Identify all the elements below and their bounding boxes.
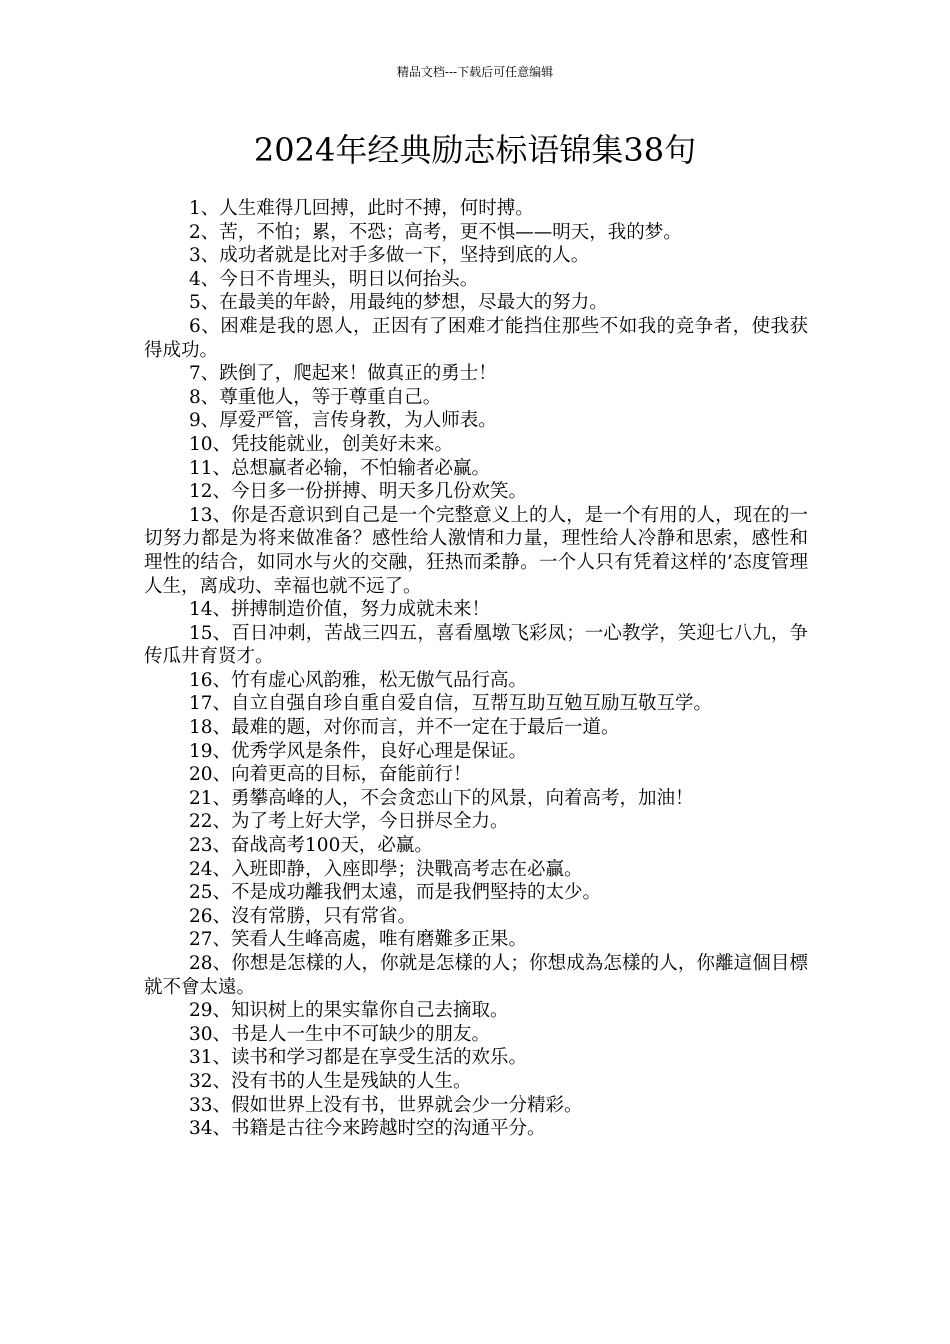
slogan-item: 17、自立自强自珍自重自爱自信，互帮互助互勉互励互敬互学。 [189,693,713,715]
slogan-item: 31、读书和学习都是在享受生活的欢乐。 [189,1047,528,1069]
slogan-item: 18、最难的题，对你而言，并不一定在于最后一道。 [189,717,620,739]
slogan-item: 10、凭技能就业，创美好未来。 [189,433,454,455]
slogan-item: 30、书是人一生中不可缺少的朋友。 [189,1023,491,1045]
document-title: 2024年经典励志标语锦集38句 [253,131,697,169]
slogan-item: 16、竹有虚心风韵雅，松无傲气品行高。 [189,669,528,691]
slogan-item: 14、拼搏制造价值，努力成就未来！ [189,599,491,621]
header-note: 精品文档---下载后可任意编辑 [396,65,554,79]
slogan-item: 33、假如世界上没有书，世界就会少一分精彩。 [189,1094,583,1116]
slogan-item: 12、今日多一份拼搏、明天多几份欢笑。 [189,481,528,503]
slogan-item: 20、向着更高的目标，奋能前行！ [189,764,472,786]
slogan-item: 5、在最美的年龄，用最纯的梦想，尽最大的努力。 [189,292,608,314]
slogan-item: 4、今日不肯埋头，明日以何抬头。 [189,268,479,290]
slogan-item: 1、人生难得几回搏，此时不搏，何时搏。 [189,198,534,219]
slogan-item: 23、奋战高考100天，必赢。 [189,835,433,857]
slogan-item: 9、厚爱严管，言传身教，为人师表。 [189,410,497,432]
slogan-item: 11、总想赢者必输，不怕输者必赢。 [189,457,491,479]
slogan-item: 19、优秀学风是条件，良好心理是保证。 [189,740,528,762]
slogan-item: 32、没有书的人生是残缺的人生。 [189,1070,472,1092]
slogan-list [144,197,808,1141]
slogan-item: 28、你想是怎樣的人，你就是怎樣的人；你想成為怎樣的人，你離這個目標就不會太遠。 [144,953,808,998]
slogan-item: 21、勇攀高峰的人，不会贪恋山下的风景，向着高考，加油！ [189,787,694,809]
slogan-item: 29、知识树上的果实靠你自己去摘取。 [189,1000,509,1022]
slogan-item: 26、沒有常勝，只有常省。 [189,905,417,927]
slogan-item: 27、笑看人生峰高處，唯有磨難多正果。 [189,929,528,951]
slogan-item: 2、苦，不怕；累，不恐；高考，更不惧——明天，我的梦。 [189,221,682,243]
slogan-item: 15、百日冲刺，苦战三四五，喜看凰墩飞彩凤；一心教学，笑迎七八九，争传瓜井育贤才。 [144,622,808,668]
slogan-item: 7、跌倒了，爬起来！做真正的勇士！ [189,363,497,385]
slogan-item: 3、成功者就是比对手多做一下，坚持到底的人。 [189,245,590,267]
slogan-item: 34、书籍是古往今来跨越时空的沟通平分。 [189,1118,546,1140]
slogan-item: 13、你是否意识到自己是一个完整意义上的人，是一个有用的人，现在的一切努力都是为将来做准备？感性给人激情和力量，理性给人冷静和思索，感性和理性的结合，如同水与火的交融，狂热而柔静。一个人只有凭着这样的’态度管理人生，离成功、幸福也就不远了。 [144,504,808,597]
slogan-item: 6、困难是我的恩人，正因有了困难才能挡住那些不如我的竞争者，使我获得成功。 [144,315,808,361]
slogan-item: 25、不是成功離我們太遠，而是我們堅持的太少。 [189,882,602,904]
slogan-item: 24、入班即静，入座即學；決戰高考志在必贏。 [189,858,583,880]
slogan-item: 8、尊重他人，等于尊重自己。 [189,386,442,408]
slogan-item: 22、为了考上好大学，今日拼尽全力。 [189,811,509,833]
